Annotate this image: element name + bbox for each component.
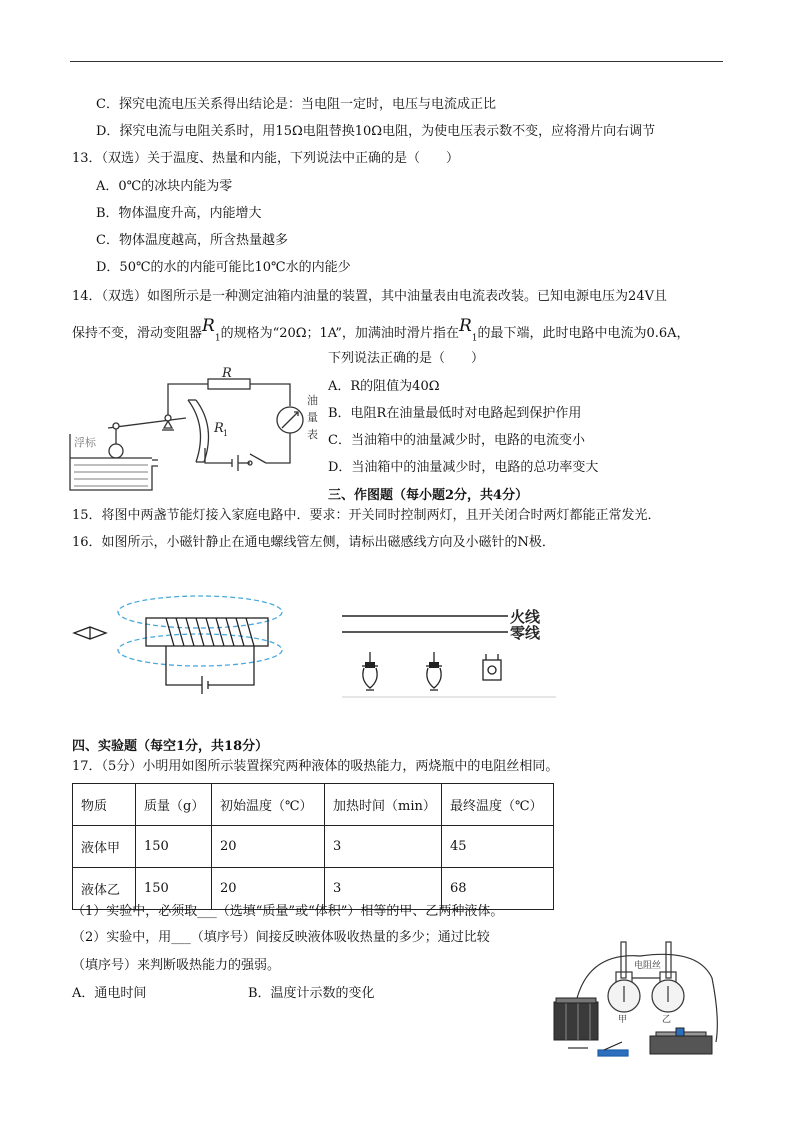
- table-header-cell: 质量（g）: [136, 784, 212, 826]
- table-cell: 45: [442, 826, 554, 868]
- table-header-cell: 初始温度（℃）: [212, 784, 325, 826]
- table-cell: 20: [212, 826, 325, 868]
- table-cell: 3: [325, 868, 442, 910]
- table-cell: 150: [136, 868, 212, 910]
- header-rule: [70, 61, 723, 62]
- q13-option-d: D．50℃的水的内能可能比10℃水的内能少: [96, 260, 351, 275]
- oil-gauge-circuit-figure: [68, 362, 318, 494]
- table-cell: 3: [325, 826, 442, 868]
- table-header-cell: 加热时间（min）: [325, 784, 442, 826]
- live-wire-label: 火线: [510, 608, 541, 626]
- table-header-row: [73, 784, 554, 826]
- q17-option-b: B．温度计示数的变化: [248, 986, 375, 1001]
- q13-option-c: C．物体温度越高，所含热量越多: [96, 233, 288, 248]
- q13-option-a: A．0℃的冰块内能为零: [96, 179, 233, 194]
- table-cell: 液体乙: [73, 868, 136, 910]
- q14-stem-line2: 保持不变，滑动变阻器$R_1$的规格为“20Ω；1A”，加满油时滑片指在$R_1$的最下端，此时电路中电流为0.6A，: [72, 316, 690, 344]
- table-header-cell: 物质: [73, 784, 136, 826]
- q13-option-b: B．物体温度升高，内能增大: [96, 206, 262, 221]
- q14-stem-line1: 14．（双选）如图所示是一种测定油箱内油量的装置，其中油量表由电流表改装。已知电源电压为24V且: [72, 289, 667, 304]
- q17-option-a: A．通电时间: [72, 986, 147, 1001]
- q17-part-2-cont: （填序号）来判断吸热能力的强弱。: [72, 958, 281, 973]
- table-cell: 液体甲: [73, 826, 136, 868]
- section-4-heading: 四、实验题（每空1分，共18分）: [72, 739, 269, 754]
- fig-label-r1: R: [214, 421, 224, 436]
- q12-option-d: D．探究电流与电阻关系时，用15Ω电阻替换10Ω电阻，为使电压表示数不变，应将滑片向右调节: [96, 124, 656, 139]
- q14-stem-line3: 下列说法正确的是（ ）: [328, 351, 485, 366]
- q13-stem: 13．（双选）关于温度、热量和内能，下列说法中正确的是（ ）: [72, 151, 460, 166]
- solenoid-figure: [70, 590, 310, 712]
- section-3-heading: 三、作图题（每小题2分，共4分）: [328, 488, 529, 503]
- table-cell: 20: [212, 868, 325, 910]
- q17-part-2: （2）实验中，用___（填序号）间接反映液体吸收热量的多少；通过比较: [72, 930, 490, 945]
- fig-label-yi: 乙: [662, 1015, 672, 1025]
- fig-meter-char-2: 量: [307, 411, 318, 424]
- q14-option-c: C．当油箱中的油量减少时，电路的电流变小: [328, 433, 585, 448]
- fig-label-wire: 电阻丝: [634, 961, 662, 971]
- q17-stem: 17．（5分）小明用如图所示装置探究两种液体的吸热能力，两烧瓶中的电阻丝相同。: [72, 759, 559, 774]
- fig-meter-char-1: 油: [307, 394, 318, 407]
- neutral-wire-label: 零线: [510, 624, 541, 642]
- table-header-cell: 最终温度（℃）: [442, 784, 554, 826]
- q15-stem: 15．将图中两盏节能灯接入家庭电路中．要求：开关同时控制两灯，且开关闭合时两灯都能正常发光．: [72, 508, 661, 523]
- fig-meter-char-3: 表: [307, 428, 318, 441]
- q14-option-d: D．当油箱中的油量减少时，电路的总功率变大: [328, 460, 599, 475]
- table-cell: 150: [136, 826, 212, 868]
- fig-label-jia: 甲: [618, 1015, 628, 1025]
- fig-label-r: R: [222, 366, 232, 381]
- q16-stem: 16．如图所示，小磁针静止在通电螺线管左侧，请标出磁感线方向及小磁针的N极．: [72, 535, 555, 550]
- q17-data-table: [72, 783, 554, 910]
- q14-option-a: A．R的阻值为40Ω: [328, 379, 440, 394]
- household-circuit-figure: [340, 596, 562, 700]
- q12-option-c: C．探究电流电压关系得出结论是：当电阻一定时，电压与电流成正比: [96, 97, 496, 112]
- q14-option-b: B．电阻R在油量最低时对电路起到保护作用: [328, 406, 582, 421]
- table-cell: 68: [442, 868, 554, 910]
- table-row: [73, 826, 554, 868]
- fig-label-r1-sub: 1: [223, 429, 229, 438]
- heating-apparatus-figure: [548, 938, 724, 1064]
- q17-part-1: （1）实验中，必须取___（选填“质量”或“体积”）相等的甲、乙两种液体。: [72, 904, 504, 919]
- fig-label-float: 浮标: [74, 436, 96, 449]
